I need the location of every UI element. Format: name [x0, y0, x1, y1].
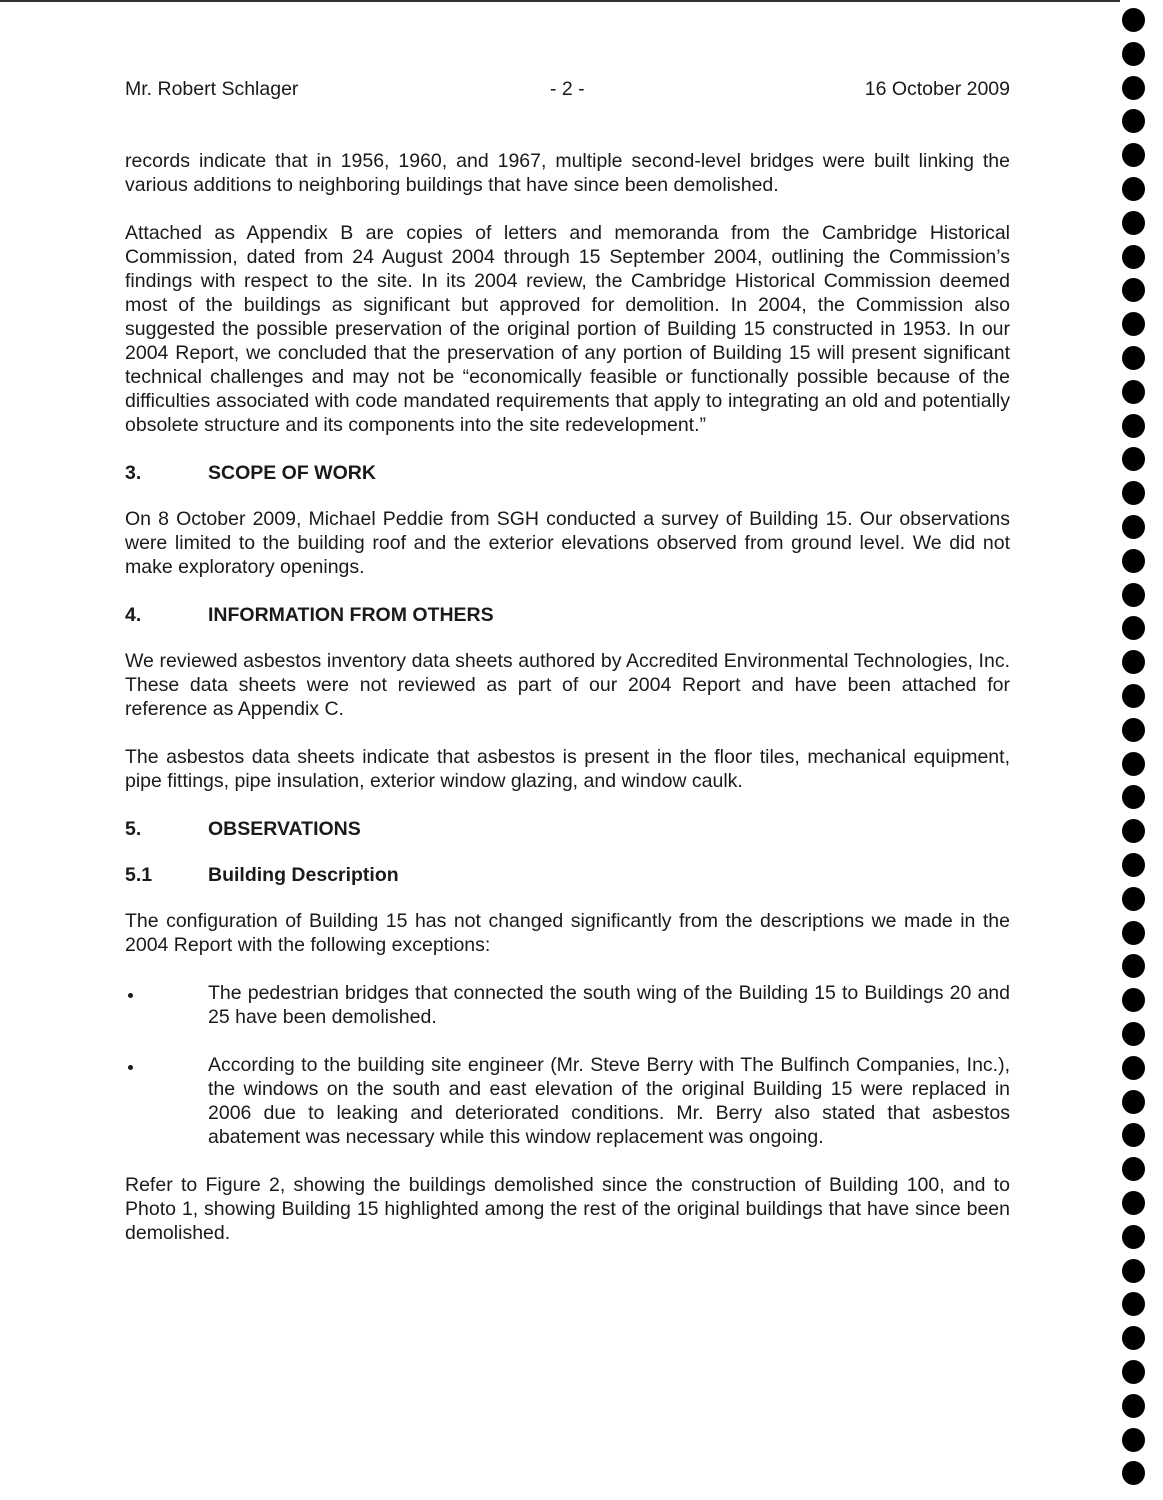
binding-hole-icon — [1122, 346, 1145, 370]
binding-hole-icon — [1122, 312, 1145, 336]
binding-hole-icon — [1122, 853, 1145, 877]
bullet-icon — [125, 981, 208, 1029]
binding-hole-icon — [1122, 481, 1145, 505]
section-heading-scope — [125, 461, 1010, 485]
binding-hole-icon — [1122, 1157, 1145, 1181]
paragraph-configuration: The configuration of Building 15 has not changed significantly from the descriptions we made in the 2004 Report with the following exceptions: — [125, 910, 1010, 956]
binding-hole-icon — [1122, 1259, 1145, 1283]
section-heading-observations — [125, 817, 1010, 841]
section-title: INFORMATION FROM OTHERS — [208, 604, 494, 626]
page-number: - 2 - — [550, 78, 585, 100]
bullet-item — [125, 981, 1010, 1029]
page-header — [125, 78, 1010, 104]
binding-hole-icon — [1122, 515, 1145, 539]
paragraph-asbestos-sheets: We reviewed asbestos inventory data sheets authored by Accredited Environmental Technologies, Inc. These data sheets were not reviewed as part of our 2004 Report and have been attached for reference as Appendix C. — [125, 650, 1010, 720]
binding-hole-icon — [1122, 684, 1145, 708]
binding-hole-icon — [1122, 718, 1145, 742]
recipient-name: Mr. Robert Schlager — [125, 78, 299, 100]
binding-hole-icon — [1122, 1292, 1145, 1316]
letter-date: 16 October 2009 — [864, 78, 1010, 100]
binding-hole-icon — [1122, 1123, 1145, 1147]
paragraph-continuation: records indicate that in 1956, 1960, and 1967, multiple second-level bridges were built linking the various additions to neighboring buildings that have since been demolished. — [125, 150, 1010, 196]
binding-holes — [1118, 0, 1148, 1500]
binding-hole-icon — [1122, 143, 1145, 167]
subsection-number: 5.1 — [125, 864, 153, 886]
binding-hole-icon — [1122, 380, 1145, 404]
binding-hole-icon — [1122, 752, 1145, 776]
binding-hole-icon — [1122, 650, 1145, 674]
paragraph-figure-reference: Refer to Figure 2, showing the buildings demolished since the construction of Building 100, and to Photo 1, showing Building 15 highlighted among the rest of the original buildings that have since been demolished. — [125, 1174, 1010, 1244]
binding-hole-icon — [1122, 211, 1145, 235]
bullet-text: According to the building site engineer (Mr. Steve Berry with The Bulfinch Companies, Inc.), the windows on the south and east elevation of the original Building 15 were replaced in 2006 due to leaking and deteriorated conditions. Mr. Berry also stated that asbestos abatement was necessary while this window replacement was ongoing. — [208, 1054, 1010, 1148]
binding-hole-icon — [1122, 954, 1145, 978]
bullet-icon — [125, 1053, 208, 1149]
binding-hole-icon — [1122, 549, 1145, 573]
binding-hole-icon — [1122, 414, 1145, 438]
binding-hole-icon — [1122, 887, 1145, 911]
top-edge-rule — [0, 0, 1120, 2]
binding-hole-icon — [1122, 8, 1145, 32]
binding-hole-icon — [1122, 42, 1145, 66]
letter-body — [125, 149, 1010, 1269]
binding-hole-icon — [1122, 278, 1145, 302]
paragraph-scope: On 8 October 2009, Michael Peddie from SGH conducted a survey of Building 15. Our observations were limited to the building roof and the exterior elevations observed from ground level. We did not make exploratory openings. — [125, 508, 1010, 578]
binding-hole-icon — [1122, 921, 1145, 945]
bullet-item — [125, 1053, 1010, 1149]
binding-hole-icon — [1122, 819, 1145, 843]
binding-hole-icon — [1122, 447, 1145, 471]
binding-hole-icon — [1122, 785, 1145, 809]
subsection-heading-building-description — [125, 863, 1010, 887]
binding-hole-icon — [1122, 583, 1145, 607]
paragraph-appendix-b: Attached as Appendix B are copies of letters and memoranda from the Cambridge Historical Commission, dated from 24 August 2004 through 15 September 2004, outlining the Commission’s findings with respect to the site. In its 2004 review, the Cambridge Historical Commission deemed most of the buildings as significant but approved for demolition. In 2004, the Commission also suggested the possible preservation of the original portion of Building 15 constructed in 1953. In our 2004 Report, we concluded that the preservation of any portion of Building 15 will present significant technical challenges and may not be “economically feasible or functionally possible because of the difficulties associated with code mandated requirements that apply to integrating an old and potentially obsolete structure and its components into the site redevelopment.” — [125, 222, 1010, 436]
section-heading-information — [125, 603, 1010, 627]
section-title: SCOPE OF WORK — [208, 462, 376, 484]
section-title: OBSERVATIONS — [208, 818, 361, 840]
binding-hole-icon — [1122, 1360, 1145, 1384]
binding-hole-icon — [1122, 1090, 1145, 1114]
binding-hole-icon — [1122, 1394, 1145, 1418]
binding-hole-icon — [1122, 1428, 1145, 1452]
binding-hole-icon — [1122, 245, 1145, 269]
binding-hole-icon — [1122, 1191, 1145, 1215]
section-number: 4. — [125, 604, 142, 626]
binding-hole-icon — [1122, 109, 1145, 133]
binding-hole-icon — [1122, 1022, 1145, 1046]
binding-hole-icon — [1122, 1326, 1145, 1350]
section-number: 3. — [125, 462, 142, 484]
binding-hole-icon — [1122, 1056, 1145, 1080]
binding-hole-icon — [1122, 1461, 1145, 1485]
binding-hole-icon — [1122, 177, 1145, 201]
paragraph-asbestos-findings: The asbestos data sheets indicate that asbestos is present in the floor tiles, mechanical equipment, pipe fittings, pipe insulation, exterior window glazing, and window caulk. — [125, 746, 1010, 792]
subsection-title: Building Description — [208, 864, 399, 886]
binding-hole-icon — [1122, 76, 1145, 100]
binding-hole-icon — [1122, 1225, 1145, 1249]
bullet-text: The pedestrian bridges that connected the south wing of the Building 15 to Buildings 20 and 25 have been demolished. — [208, 982, 1010, 1028]
binding-hole-icon — [1122, 616, 1145, 640]
section-number: 5. — [125, 818, 142, 840]
binding-hole-icon — [1122, 988, 1145, 1012]
